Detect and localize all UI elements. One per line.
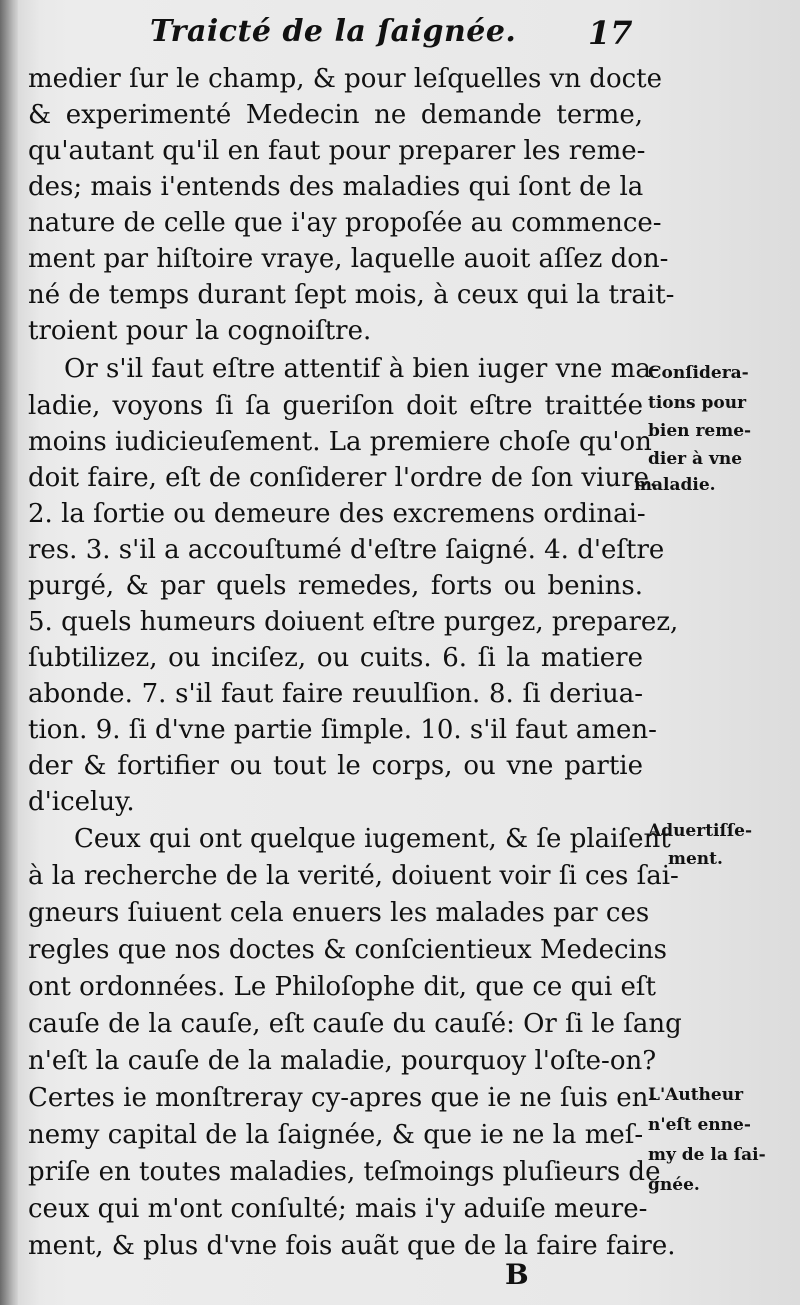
text-line: troient pour la cognoiſtre. [28,316,372,346]
text-line: qu'autant qu'il en faut pour preparer les reme- [28,136,646,166]
margin-note-line: L'Autheur [648,1085,744,1105]
text-line: gneurs ſuiuent cela enuers les malades par ces [28,898,650,928]
text-line: Ceux qui ont quelque iugement, & ſe plaiſent [74,824,671,854]
text-line: der & fortifier ou tout le corps, ou vne partie [28,751,643,781]
margin-note-line: dier à vne [648,449,743,469]
margin-note-line: Conſidera- [648,363,749,383]
text-line: 5. quels humeurs doiuent eſtre purgez, preparez, [28,607,679,637]
running-title: Traicté de la ſaignée. [150,14,517,49]
page-number: 17 [588,14,633,52]
text-line: des; mais i'entends des maladies qui ſont de la [28,172,644,202]
text-line: doit faire, eſt de conſiderer l'ordre de ſon viure. [28,463,658,493]
text-line: res. 3. s'il a accouſtumé d'eſtre ſaigné. 4. d'eſtre [28,535,665,565]
page-header [0,10,800,54]
text-line: ment, & plus d'vne fois auãt que de la faire faire. [28,1231,676,1261]
text-line: à la recherche de la verité, doiuent voir ſi ces ſai- [28,861,679,891]
text-line: priſe en toutes maladies, teſmoings pluſieurs de [28,1157,661,1187]
margin-note-line: maladie. [634,475,716,495]
signature-mark: B [505,1258,529,1291]
text-line: regles que nos doctes & conſcientieux Medecins [28,935,667,965]
text-line: né de temps durant ſept mois, à ceux qui la trait- [28,280,675,310]
margin-note-line: tions pour [648,393,747,413]
book-spine-shadow [0,0,18,1305]
text-line: cauſe de la cauſe, eſt cauſe du cauſé: Or ſi le ſang [28,1009,682,1039]
text-line: purgé, & par quels remedes, forts ou benins. [28,571,643,601]
margin-note-line: my de la ſai- [648,1145,766,1165]
text-line: d'iceluy. [28,787,135,817]
text-line: ceux qui m'ont conſulté; mais i'y aduiſe meure- [28,1194,648,1224]
text-line: abonde. 7. s'il faut faire reuulſion. 8. ſi deriua- [28,679,643,709]
text-line: ladie, voyons ſi ſa gueriſon doit eſtre traittée [28,391,643,421]
margin-note-line: Aduertiſſe- [648,821,753,841]
text-line: Or s'il faut eſtre attentif à bien iuger vne ma- [64,354,660,384]
text-line: tion. 9. ſi d'vne partie ſimple. 10. s'il faut amen- [28,715,657,745]
text-line: medier ſur le champ, & pour leſquelles vn docte [28,64,663,94]
margin-note-line: gnée. [648,1175,700,1195]
text-line: n'eſt la cauſe de la maladie, pourquoy l'oſte-on? [28,1046,657,1076]
text-line: Certes ie monſtreray cy-apres que ie ne ſuis en- [28,1083,658,1113]
text-line: ment par hiſtoire vraye, laquelle auoit aſſez don- [28,244,669,274]
text-line: & experimenté Medecin ne demande terme, [28,100,643,130]
margin-note-line: ment. [668,849,723,869]
text-line: nature de celle que i'ay propoſée au commence- [28,208,662,238]
text-line: 2. la ſortie ou demeure des excremens ordinai- [28,499,646,529]
text-line: nemy capital de la ſaignée, & que ie ne la meſ- [28,1120,644,1150]
text-line: ont ordonnées. Le Philoſophe dit, que ce qui eſt [28,972,656,1002]
margin-note-line: bien reme- [648,421,752,441]
text-line: ſubtilizez, ou inciſez, ou cuits. 6. ſi la matiere [28,643,643,673]
margin-note-line: n'eſt enne- [648,1115,751,1135]
text-line: moins iudicieuſement. La premiere choſe qu'on [28,427,652,457]
